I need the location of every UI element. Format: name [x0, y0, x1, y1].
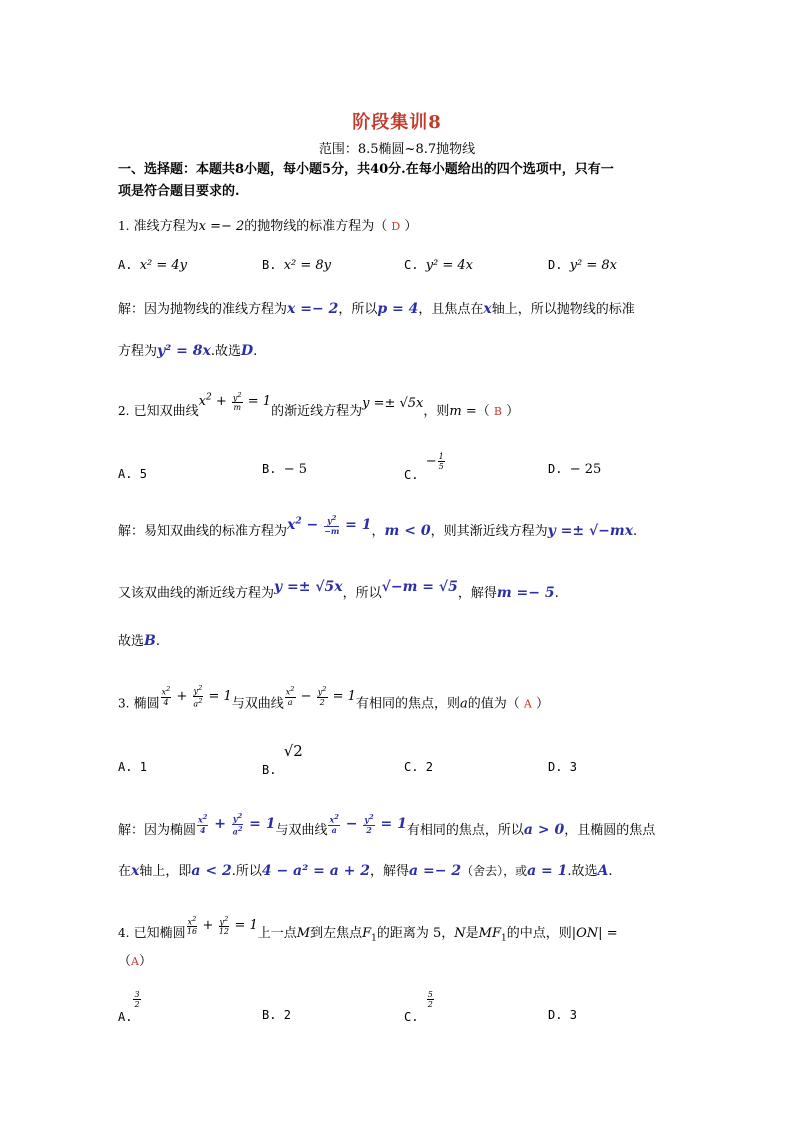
question-2-stem: 2. 已知双曲线$x^2$ + $\frac{y^2}{m}$ = 1的渐近线方程为y =± √5x，则m =（ B ）	[118, 390, 520, 419]
section-heading-line2: 项是符合题目要求的.	[118, 184, 240, 199]
q1-option-d: D. y² = 8x	[548, 258, 618, 273]
answer-key: A	[523, 697, 532, 711]
q3-option-b: B. √2	[262, 742, 303, 777]
ellipse-equation: $\frac{x^2}{4}$ + $\frac{y^2}{a^2}$ = 1	[161, 684, 232, 709]
hyperbola-standard-form: $x^2$ − $\frac{y^2}{-m}$ = 1	[287, 514, 372, 536]
answer-key: A	[131, 955, 139, 968]
q1-solution-line1: 解：因为抛物线的准线方程为x =− 2，所以p = 4，且焦点在x轴上，所以抛物线的标准	[118, 301, 635, 317]
question-3-stem: 3. 椭圆 $\frac{x^2}{4}$ + $\frac{y^2}{a^2}$ = 1与双曲线 $\frac{x^2}{a}$ − $\frac{y^2}{2}$ = 1有相同的焦点，则a的值为（ A ）	[118, 684, 549, 712]
q3-option-a: A. 1	[118, 760, 147, 774]
q1-option-a: A. x² = 4y	[118, 258, 188, 273]
q3-option-d: D. 3	[548, 760, 577, 774]
q4-option-b: B. 2	[262, 1008, 291, 1022]
q4-option-d: D. 3	[548, 1008, 577, 1022]
page-subtitle: 范围：8.5椭圆~8.7抛物线	[318, 142, 476, 157]
answer-key: B	[493, 405, 502, 418]
q1-option-c: C. y² = 4x	[404, 258, 474, 273]
section-heading-line1: 一、选择题：本题共8小题，每小题5分，共40分.在每小题给出的四个选项中，只有一	[118, 162, 614, 177]
q3-option-c: C. 2	[404, 760, 433, 774]
q1-solution-line2: 方程为y² = 8x.故选D.	[118, 343, 258, 359]
q4-option-a: A. $\frac{3}{2}$	[118, 990, 140, 1024]
q1-option-b: B. x² = 8y	[262, 258, 332, 273]
hyperbola-equation: $x^2$ + $\frac{y^2}{m}$ = 1	[198, 390, 272, 413]
q2-solution-line2: 又该双曲线的渐近线方程为y =± √5x，所以√−m = √5，解得m =− 5.	[118, 579, 559, 601]
q2-option-b: B. − 5	[262, 462, 307, 477]
q3-solution-line2: 在x轴上，即a < 2.所以4 − a² = a + 2，解得a =− 2（舍去），或a = 1.故选A.	[118, 863, 613, 879]
q2-option-a: A. 5	[118, 467, 147, 481]
question-4-stem: 4. 已知椭圆 $\frac{x^2}{16}$ + $\frac{y^2}{12}$ = 1上一点M到左焦点$F_1$的距离为 5，N是$MF_1$的中点，则|ON| =	[118, 914, 618, 944]
question-4-answer-line: （A）	[118, 954, 152, 969]
ellipse-equation: $\frac{x^2}{4}$ + $\frac{y^2}{a^2}$ = 1	[198, 812, 276, 837]
answer-key: D	[391, 220, 401, 233]
question-number: 1.	[118, 219, 130, 233]
q2-option-d: D. − 25	[548, 462, 602, 477]
q2-solution-line1: 解：易知双曲线的标准方程为$x^2$ − $\frac{y^2}{-m}$ = 1，m < 0，则其渐近线方程为y =± √−mx.	[118, 514, 638, 539]
hyperbola-equation: $\frac{x^2}{a}$ − $\frac{y^2}{2}$ = 1	[285, 685, 356, 707]
q2-solution-line3: 故选B.	[118, 633, 160, 649]
question-1-stem: 1. 准线方程为x =− 2的抛物线的标准方程为（ D ）	[118, 219, 418, 234]
question-number: 4.	[118, 926, 130, 940]
ellipse-equation: $\frac{x^2}{16}$ + $\frac{y^2}{12}$ = 1	[186, 914, 258, 937]
hyperbola-equation: $\frac{x^2}{a}$ − $\frac{y^2}{2}$ = 1	[329, 813, 407, 835]
question-number: 3.	[118, 696, 130, 711]
q4-option-c: C. $\frac{5}{2}$	[404, 990, 433, 1024]
q2-option-c: C. − $\frac{1}{5}$	[404, 452, 444, 482]
page-title: 阶段集训8	[352, 112, 442, 133]
question-number: 2.	[118, 404, 130, 418]
q3-solution-line1: 解：因为椭圆 $\frac{x^2}{4}$ + $\frac{y^2}{a^2}$ = 1与双曲线 $\frac{x^2}{a}$ − $\frac{y^2}{2}$ = 1有相同的焦点，所以a > 0，且椭圆的焦点	[118, 812, 656, 839]
